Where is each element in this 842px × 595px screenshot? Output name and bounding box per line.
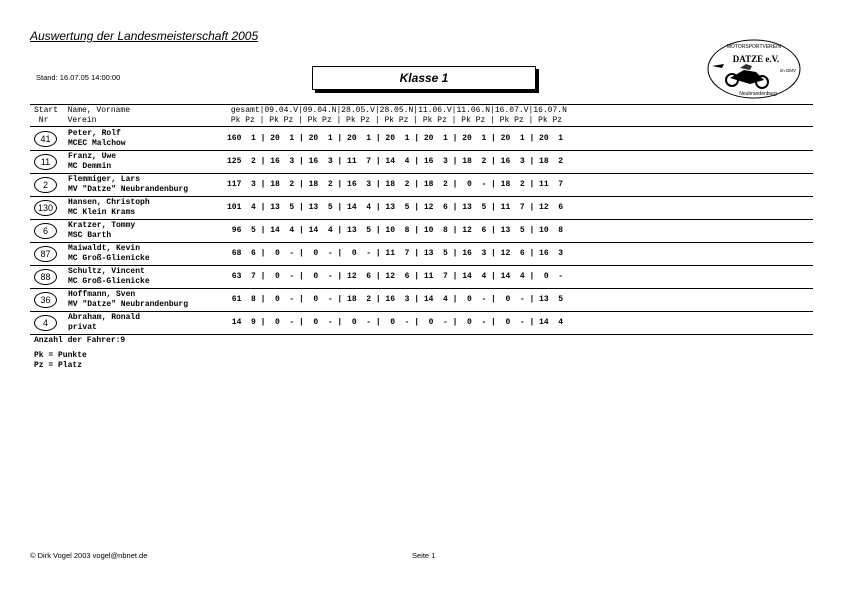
start-number-badge: 6: [34, 223, 57, 239]
klasse-label: Klasse 1: [399, 71, 449, 85]
score-values: 101 4 | 13 5 | 13 5 | 14 4 | 13 5 | 12 6 | 13 5 | 11 7 | 12 6: [227, 203, 564, 212]
copyright: © Dirk Vogel 2003 vogel@nbnet.de: [30, 551, 148, 560]
rider-name: Kratzer, Tommy: [68, 221, 136, 230]
score-values: 68 6 | 0 - | 0 - | 0 - | 11 7 | 13 5 | 16 3 | 12 6 | 16 3: [227, 249, 564, 258]
score-values: 160 1 | 20 1 | 20 1 | 20 1 | 20 1 | 20 1 | 20 1 | 20 1 | 20 1: [227, 134, 564, 143]
rider-club: MV "Datze" Neubrandenburg: [68, 185, 189, 194]
club-logo: [706, 38, 802, 100]
rider-name: Hoffmann, Sven: [68, 290, 136, 299]
rider-name: Franz, Uwe: [68, 152, 117, 161]
rider-cell: [68, 198, 150, 218]
start-number-badge: 4: [34, 315, 57, 331]
row-divider: [30, 334, 813, 335]
divider-top: [30, 104, 813, 105]
rider-club: MC Groß-Glienicke: [68, 254, 150, 263]
logo-right-text: im DMV: [780, 68, 796, 73]
start-number-badge: 88: [34, 269, 57, 285]
score-values: 14 9 | 0 - | 0 - | 0 - | 0 - | 0 - | 0 - | 0 - | 14 4: [227, 318, 564, 327]
rider-count: Anzahl der Fahrer:9: [34, 336, 126, 345]
page-number: Seite 1: [412, 551, 436, 560]
table-row: [30, 242, 813, 265]
table-row: [30, 219, 813, 242]
rider-club: MSC Barth: [68, 231, 112, 240]
legend-pk: Pk = Punkte: [34, 351, 87, 360]
rider-name: Peter, Rolf: [68, 129, 121, 138]
stand-timestamp: Stand: 16.07.05 14:00:00: [36, 73, 121, 82]
score-values: 96 5 | 14 4 | 14 4 | 13 5 | 10 8 | 10 8 | 12 6 | 13 5 | 10 8: [227, 226, 564, 235]
rider-cell: [68, 290, 188, 310]
rider-name: Schultz, Vincent: [68, 267, 145, 276]
rider-club: privat: [68, 323, 97, 332]
table-row: [30, 288, 813, 311]
rider-club: MC Demmin: [68, 162, 112, 171]
logo-middle-text: DATZE e.V.: [732, 54, 780, 64]
rider-name: Hansen, Christoph: [68, 198, 150, 207]
rider-cell: [68, 175, 188, 195]
logo-bottom-text: Neubrandenburg: [739, 91, 777, 97]
rider-cell: [68, 313, 140, 333]
start-number-badge: 41: [34, 131, 57, 147]
score-values: 117 3 | 18 2 | 18 2 | 16 3 | 18 2 | 18 2 | 0 - | 18 2 | 11 7: [227, 180, 564, 189]
page-title: Auswertung der Landesmeisterschaft 2005: [30, 29, 259, 43]
table-row: [30, 196, 813, 219]
footer-notes: [34, 336, 125, 371]
rider-name: Maiwaldt, Kevin: [68, 244, 141, 253]
score-values: 61 8 | 0 - | 0 - | 18 2 | 16 3 | 14 4 | 0 - | 0 - | 13 5: [227, 295, 564, 304]
start-number-badge: 11: [34, 154, 57, 170]
rider-club: MV "Datze" Neubrandenburg: [68, 300, 189, 309]
table-row: [30, 265, 813, 288]
start-number-badge: 2: [34, 177, 57, 193]
header-line-2: Nr Verein Pk Pz | Pk Pz | Pk Pz | Pk Pz | Pk Pz | Pk Pz | Pk Pz | Pk Pz | Pk Pz: [34, 116, 563, 125]
table-row: [30, 173, 813, 196]
start-number-badge: 87: [34, 246, 57, 262]
rider-cell: [68, 152, 116, 172]
rider-cell: [68, 129, 126, 149]
legend-pz: Pz = Platz: [34, 361, 83, 370]
rider-name: Abraham, Ronald: [68, 313, 141, 322]
table-row: [30, 150, 813, 173]
logo-top-text: MOTORSPORTVEREIN: [726, 44, 782, 50]
rider-cell: [68, 267, 150, 287]
header-line-1: Start Name, Vorname gesamt|09.04.V|09.04.N|28.05.V|28.05.N|11.06.V|11.06.N|16.07.V|16.07.N: [34, 106, 567, 115]
rider-cell: [68, 244, 150, 264]
table-header: [34, 106, 567, 126]
klasse-box: [312, 66, 536, 90]
rider-club: MC Klein Krams: [68, 208, 136, 217]
rider-name: Flemmiger, Lars: [68, 175, 141, 184]
rider-club: MC Groß-Glienicke: [68, 277, 150, 286]
table-row: [30, 127, 813, 150]
table-row: [30, 311, 813, 334]
score-values: 63 7 | 0 - | 0 - | 12 6 | 12 6 | 11 7 | 14 4 | 14 4 | 0 -: [227, 272, 564, 281]
score-values: 125 2 | 16 3 | 16 3 | 11 7 | 14 4 | 16 3 | 18 2 | 16 3 | 18 2: [227, 157, 564, 166]
start-number-badge: 36: [34, 292, 57, 308]
rider-club: MCEC Malchow: [68, 139, 126, 148]
rider-cell: [68, 221, 135, 241]
start-number-badge: 130: [34, 200, 57, 216]
